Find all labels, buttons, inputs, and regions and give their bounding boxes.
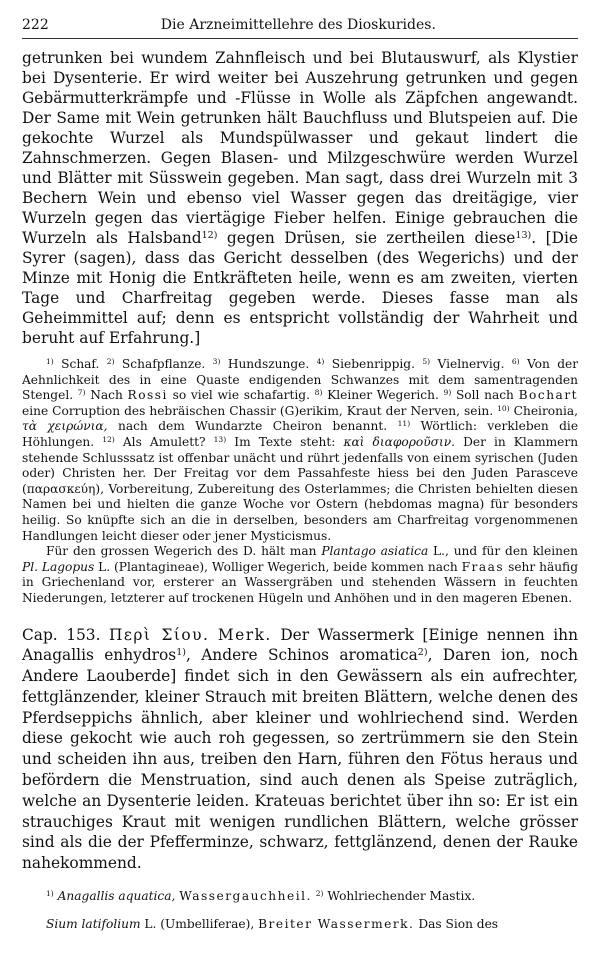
text-span: Wohlriechender Mastix. xyxy=(327,889,476,904)
text-span: 13) xyxy=(213,434,227,444)
text-span: Schaf. xyxy=(61,357,100,371)
text-span: Als Amulett? xyxy=(122,434,206,449)
text-span: Wassergauchheil. xyxy=(179,889,312,904)
text-span: Sium latifolium xyxy=(46,917,141,932)
text-span: L. (Umbelliferae), xyxy=(144,917,255,932)
page-header xyxy=(22,16,578,39)
footnote-block xyxy=(22,357,578,544)
text-span: 4) xyxy=(316,356,325,366)
chapter-label: Cap. 153. xyxy=(22,625,101,644)
text-span: , Andere Schinos aromatica xyxy=(186,646,418,665)
text-span: 1) xyxy=(176,647,186,659)
text-span: 2) xyxy=(417,647,428,659)
text-span: Vorbereitung, Zubereitung des Osterlammes; die Christen behielten diesen Namen bei und hielten die ganze Woche vor Ostern (hebdomas magna) für besonders heilig. So knüpfte sich an die in derselben, besonders am Charfreitag vorgenommenen Handlungen leicht dieser oder jener Mysticismus. xyxy=(22,481,578,543)
text-span: καὶ διαφοροῦσιν. xyxy=(343,434,456,449)
text-span: (παρασκεύη), xyxy=(22,481,104,496)
bottom-footnotes xyxy=(22,889,578,932)
text-span: 10) xyxy=(497,403,510,413)
chapter-greek-title: Περὶ Σίου. xyxy=(108,625,210,644)
text-span: 7) xyxy=(77,388,86,398)
text-span: Vielnervig. xyxy=(437,357,505,371)
bottom-footnote-block xyxy=(22,889,578,905)
text-span: Breiter Wassermerk. xyxy=(258,917,415,932)
text-span: Anagallis aquatica, xyxy=(57,889,176,904)
main-text xyxy=(22,48,578,348)
text-span: L., und für den kleinen xyxy=(433,544,579,559)
commentary-paragraph xyxy=(22,544,578,606)
chapter-153 xyxy=(22,625,578,875)
main-text-part-b: gegen Drüsen, sie zertheilen diese xyxy=(217,229,516,247)
text-span: 1) xyxy=(46,356,54,366)
text-span: nach dem Wundarzte Cheiron benannt. xyxy=(117,419,388,434)
main-paragraph xyxy=(22,48,578,348)
text-span: Fraas xyxy=(461,559,505,574)
text-span: 9) xyxy=(443,388,452,398)
chapter-paragraph xyxy=(22,625,578,875)
text-span: Das Sion des xyxy=(418,917,499,932)
text-span: 11) xyxy=(397,419,411,429)
text-span: 6) xyxy=(511,356,520,366)
text-span: Für den grossen Wegerich des D. hält man xyxy=(46,544,317,559)
text-span: Pl. Lagopus xyxy=(22,559,95,574)
text-span: τὰ χειρώνια, xyxy=(22,419,108,434)
text-span: Wörtlich: verkleben die Höhlungen. xyxy=(22,419,579,449)
main-text-part-a: getrunken bei wundem Zahnfleisch und bei Blutauswurf, als Klystier bei Dysenterie. Er wird weiter bei Auszehrung getrunken und gegen Gebärmutterkrämpfe und -Flüsse in Wolle als Zäpfchen angewandt. Der Same mit Wein getrunken hält Bauchfluss und Blutspeien auf. Die gekochte Wurzel als Mundspülwasser und gekaut lindert die Zahnschmerzen. Gegen Blasen- und Milzgeschwüre werden Wurzel und Blätter mit Süsswein gegeben. Man sagt, dass drei Wurzeln mit 3 Bechern Wein und ebenso viel Wasser gegen das dreitägige, vier Wurzeln gegen das viertägige Fieber helfen. Einige gebrauchen die Wurzeln als Halsband xyxy=(22,49,578,247)
bottom-commentary xyxy=(22,917,578,933)
footnotes xyxy=(22,357,578,607)
text-span: 2) xyxy=(106,356,115,366)
text-span: Der Wassermerk [Einige nennen ihn Anagallis enhydros xyxy=(22,625,578,665)
main-text-part-c: . [Die Syrer (sagen), dass das Gericht desselben (des Wegerichs) und der Minze mit Honig die Entkräfteten heile, wenn es am zweiten, vierten Tage und Charfreitag gegeben werde. Dieses fasse man als Geheimmittel auf; denn es entspricht vollständig der Wahrheit und beruht auf Erfahrung.] xyxy=(22,229,578,347)
text-span: Nach xyxy=(90,388,123,403)
chapter-title: Merk. xyxy=(217,625,272,644)
text-span: 8) xyxy=(314,388,323,398)
text-span: Siebenrippig. xyxy=(331,357,415,371)
text-span: Soll nach xyxy=(455,388,514,403)
text-span: 5) xyxy=(422,356,431,366)
text-span: Von der Aehnlichkeit des in eine Quaste endigenden Schwanzes mit dem samentragenden Stengel. xyxy=(22,357,579,403)
footnote-ref-13: 13) xyxy=(515,229,532,241)
text-span: Schafpflanze. xyxy=(121,357,206,371)
text-span: L. (Plantagineae), Wolliger Wegerich, beide kommen nach xyxy=(98,559,458,574)
text-span: sehr häufig in Griechenland vor, ersterer an Wassergräben und stehenden Wässern in feuchten Niederungen, letzterer auf trockenen Hügeln und Anhöhen und in den mageren Ebenen. xyxy=(22,559,578,605)
text-span: Bochart xyxy=(518,388,579,403)
text-span: 3) xyxy=(212,356,221,366)
text-span: 2) xyxy=(315,889,324,899)
text-span: 12) xyxy=(102,434,115,444)
text-span: Plantago asiatica xyxy=(321,544,429,559)
text-span: Cheironia, xyxy=(513,403,579,418)
text-span: so viel wie schafartig. xyxy=(172,388,310,403)
text-span: Rossi xyxy=(127,388,168,403)
running-title: Die Arzneimittellehre des Dioskurides. xyxy=(160,17,436,33)
text-span: , Daren ion, noch Andere Laouberde] findet sich in den Gewässern als ein aufrechter, fettglänzender, kleiner Strauch mit breiten Blättern, welche denen des Pferdseppichs ähnlich, aber kleiner und wohlriechend sind. Werden diese gekocht wie auch roh gegessen, so zertrümmern sie den Stein und scheiden ihn aus, treiben den Harn, führen den Fötus heraus und befördern die Menstruation, sind auch denen als Speise zuträglich, welche an Dysenterie leiden. Krateuas berichtet über ihn so: Er ist ein strauchiges Kraut mit wenigen rundlichen Blättern, welche grösser sind als die der Pfefferminze, schwarz, fettglänzend, denen der Rauke nahekommend. xyxy=(22,646,578,873)
text-span: 1) xyxy=(46,889,54,899)
text-span: eine Corruption des hebräischen Chassir (G)erikim, Kraut der Nerven, sein. xyxy=(22,403,494,418)
text-span: Der in Klammern stehende Schlusssatz ist offenbar unächt und rührt jedenfalls von einem syrischen (Juden oder) Christen her. Der Freitag vor dem Passahfeste hiess bei den Juden Parasceve xyxy=(22,434,579,481)
text-span: Kleiner Wegerich. xyxy=(327,388,439,403)
page-number: 222 xyxy=(22,17,49,33)
text-span: Im Texte steht: xyxy=(234,434,336,449)
footnote-ref-12: 12) xyxy=(201,229,218,241)
text-span: Hundszunge. xyxy=(227,357,310,371)
